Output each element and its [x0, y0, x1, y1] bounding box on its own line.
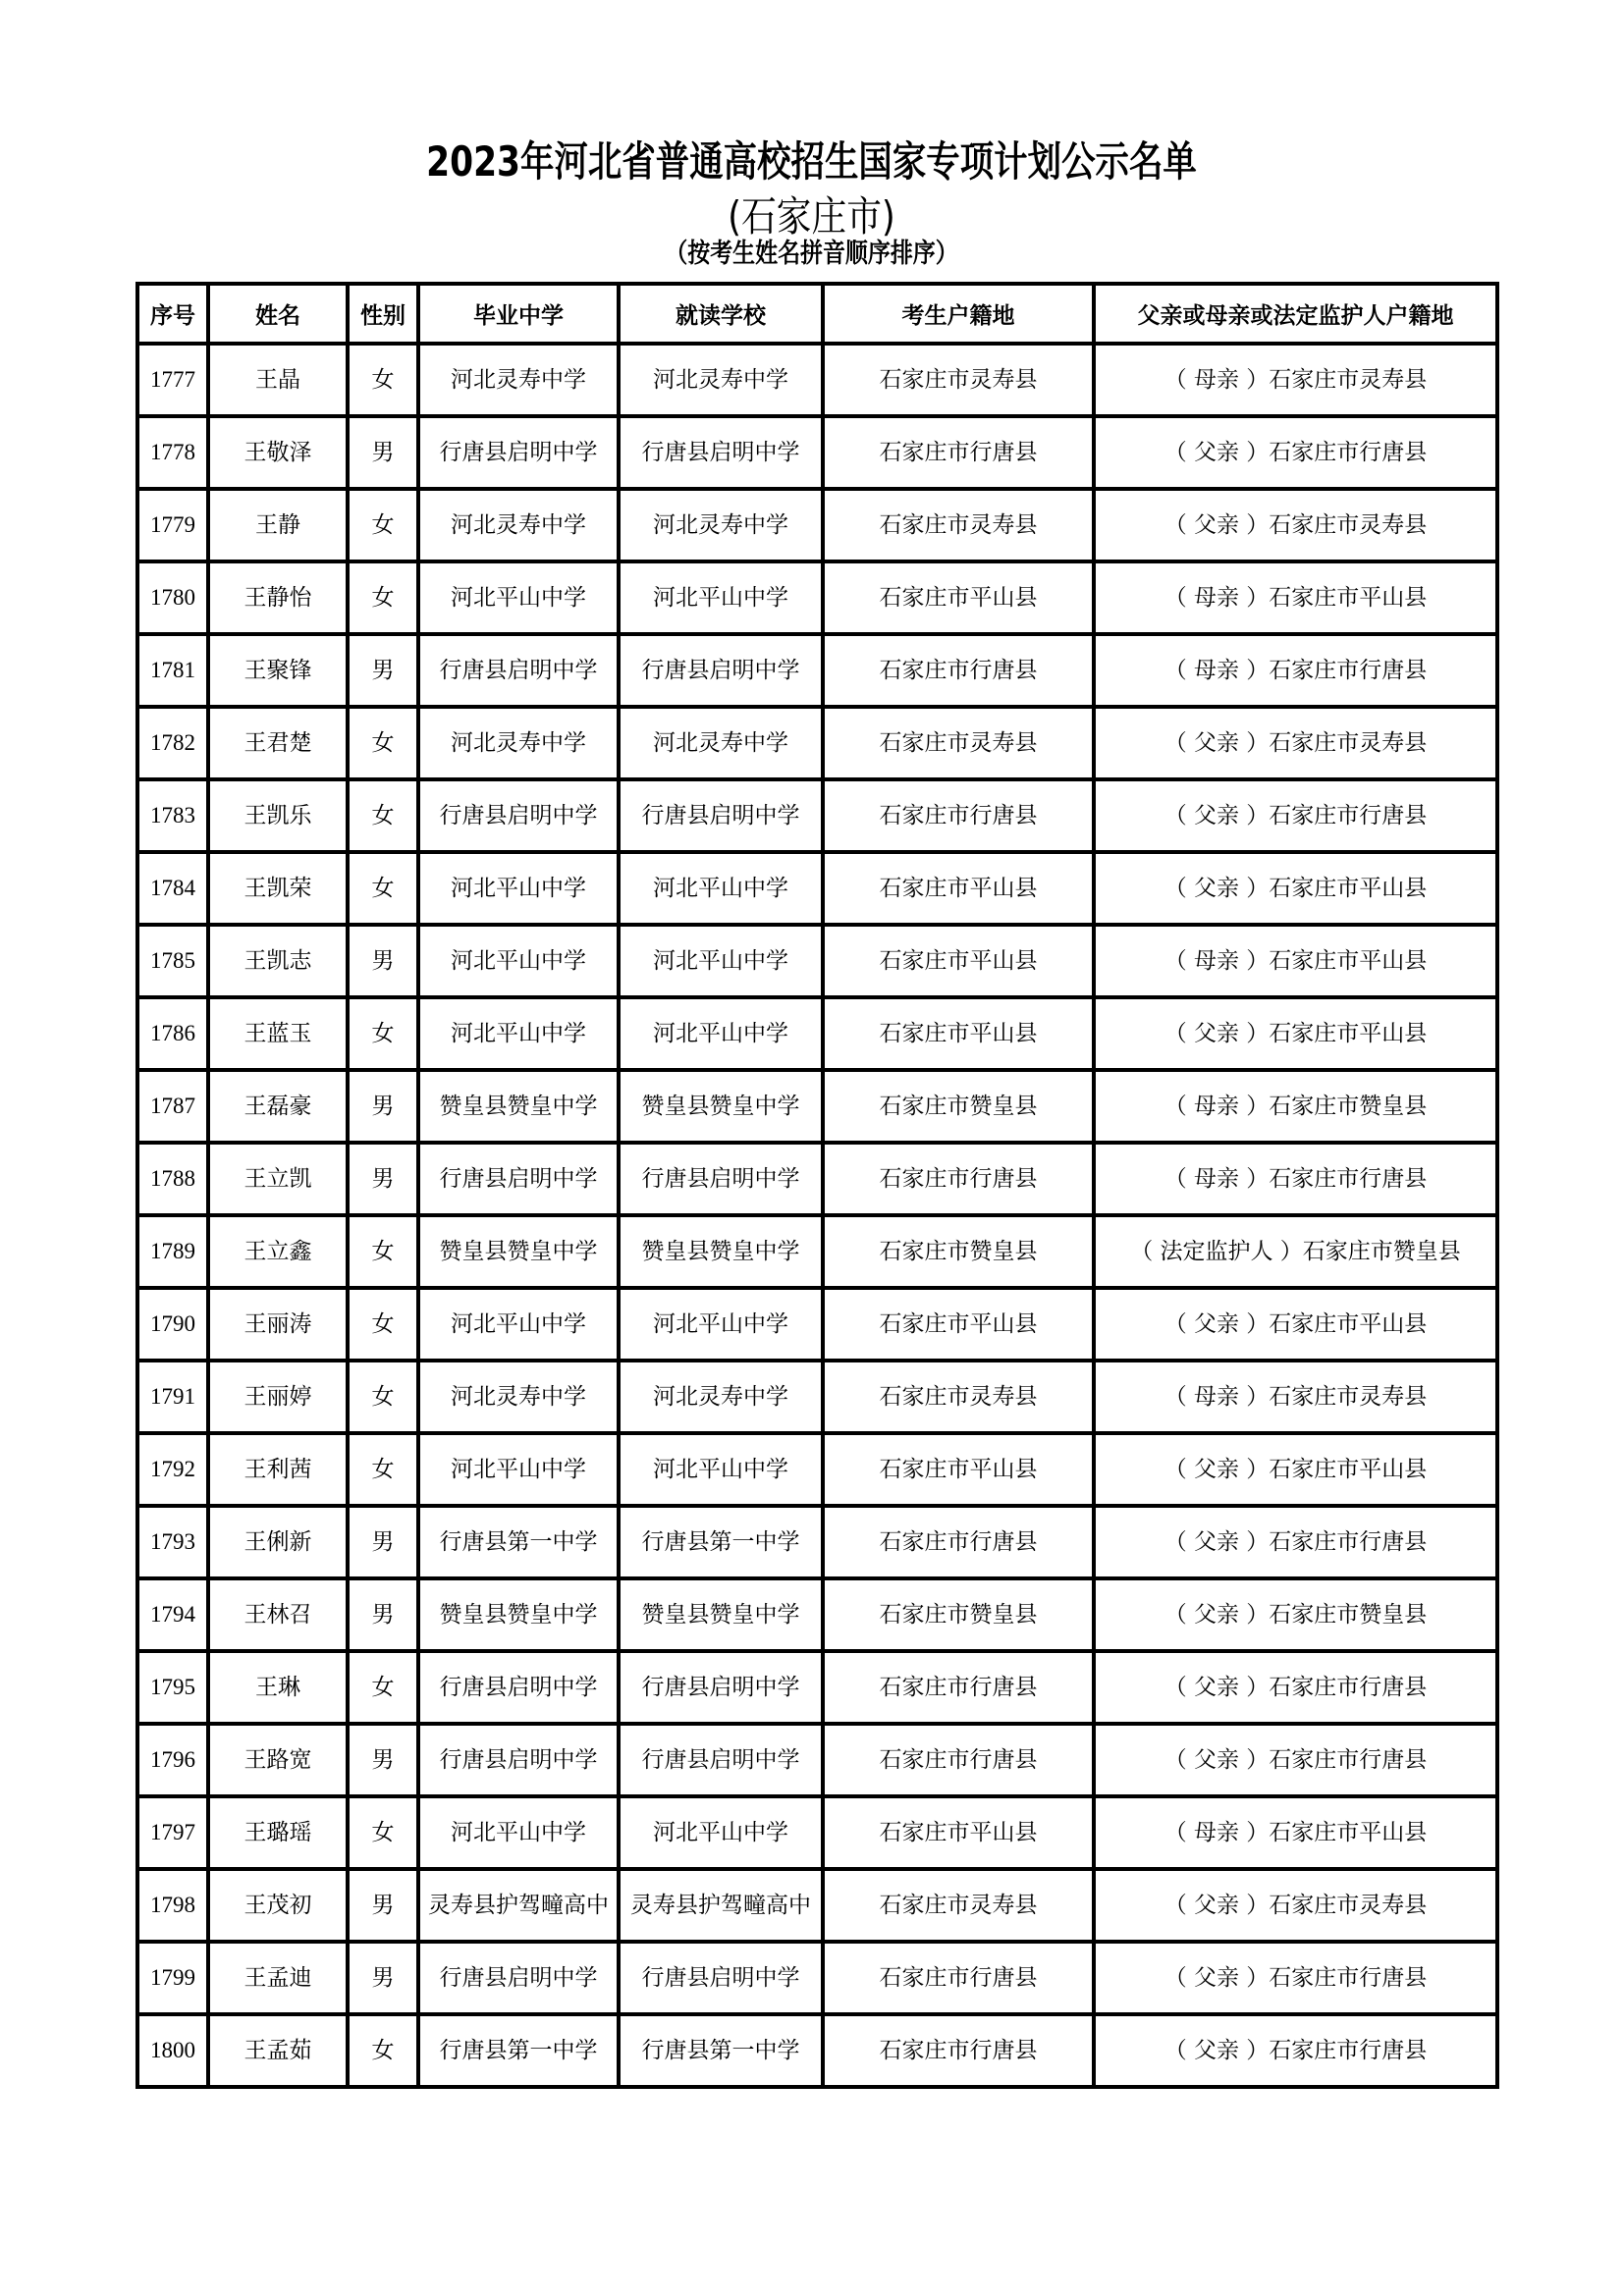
table-body — [137, 344, 1497, 2087]
name-cell: 王丽婷 — [208, 1361, 348, 1433]
name-cell: 王孟茹 — [208, 2014, 348, 2087]
student-hukou-cell: 石家庄市行唐县 — [823, 2014, 1094, 2087]
graduation-school-cell: 行唐县启明中学 — [418, 416, 619, 489]
parent-hukou-cell: （ 父亲 ）石家庄市平山县 — [1094, 1288, 1497, 1361]
student-hukou-cell: 石家庄市灵寿县 — [823, 1869, 1094, 1942]
student-hukou-cell: 石家庄市行唐县 — [823, 1651, 1094, 1724]
gender-cell: 男 — [348, 1506, 418, 1578]
table-row — [137, 1869, 1497, 1942]
parent-hukou-cell: （ 父亲 ）石家庄市平山县 — [1094, 997, 1497, 1070]
graduation-school-cell: 赞皇县赞皇中学 — [418, 1578, 619, 1651]
parent-hukou-cell: （ 母亲 ）石家庄市平山县 — [1094, 561, 1497, 634]
student-hukou-cell: 石家庄市行唐县 — [823, 634, 1094, 707]
graduation-school-cell: 行唐县启明中学 — [418, 779, 619, 852]
parent-hukou-cell: （ 母亲 ）石家庄市平山县 — [1094, 1796, 1497, 1869]
serial-no-cell: 1799 — [137, 1942, 208, 2014]
serial-no-cell: 1782 — [137, 707, 208, 779]
serial-no-cell: 1778 — [137, 416, 208, 489]
name-cell: 王敬泽 — [208, 416, 348, 489]
gender-cell: 男 — [348, 1869, 418, 1942]
graduation-school-cell: 河北平山中学 — [418, 852, 619, 925]
graduation-school-cell: 行唐县启明中学 — [418, 1724, 619, 1796]
current-school-cell: 行唐县启明中学 — [619, 1143, 823, 1215]
gender-cell: 女 — [348, 1796, 418, 1869]
student-hukou-cell: 石家庄市行唐县 — [823, 1143, 1094, 1215]
serial-no-cell: 1792 — [137, 1433, 208, 1506]
sort-note: （按考生姓名拼音顺序排序） — [665, 239, 958, 269]
student-hukou-cell: 石家庄市平山县 — [823, 925, 1094, 997]
name-cell: 王立鑫 — [208, 1215, 348, 1288]
name-cell: 王丽涛 — [208, 1288, 348, 1361]
gender-cell: 女 — [348, 1361, 418, 1433]
document-title: 2023年河北省普通高校招生国家专项计划公示名单 — [426, 137, 1197, 186]
gender-cell: 女 — [348, 561, 418, 634]
parent-hukou-cell: （ 父亲 ）石家庄市行唐县 — [1094, 1651, 1497, 1724]
current-school-cell: 行唐县启明中学 — [619, 1724, 823, 1796]
parent-hukou-cell: （ 父亲 ）石家庄市行唐县 — [1094, 416, 1497, 489]
table-row — [137, 1070, 1497, 1143]
gender-cell: 女 — [348, 1651, 418, 1724]
current-school-cell: 河北平山中学 — [619, 997, 823, 1070]
current-school-cell: 行唐县启明中学 — [619, 416, 823, 489]
header-serial-no: 序号 — [137, 284, 208, 344]
current-school-cell: 行唐县启明中学 — [619, 1651, 823, 1724]
header-name: 姓名 — [208, 284, 348, 344]
serial-no-cell: 1791 — [137, 1361, 208, 1433]
current-school-cell: 赞皇县赞皇中学 — [619, 1578, 823, 1651]
table-row — [137, 1361, 1497, 1433]
gender-cell: 男 — [348, 634, 418, 707]
name-cell: 王静 — [208, 489, 348, 561]
table-row — [137, 1215, 1497, 1288]
graduation-school-cell: 行唐县第一中学 — [418, 1506, 619, 1578]
student-hukou-cell: 石家庄市赞皇县 — [823, 1070, 1094, 1143]
parent-hukou-cell: （ 父亲 ）石家庄市平山县 — [1094, 1433, 1497, 1506]
graduation-school-cell: 河北灵寿中学 — [418, 344, 619, 416]
name-cell: 王立凯 — [208, 1143, 348, 1215]
student-list-table — [135, 282, 1499, 2089]
name-cell: 王晶 — [208, 344, 348, 416]
graduation-school-cell: 灵寿县护驾疃高中 — [418, 1869, 619, 1942]
current-school-cell: 河北平山中学 — [619, 1288, 823, 1361]
table-row — [137, 1651, 1497, 1724]
parent-hukou-cell: （ 父亲 ）石家庄市行唐县 — [1094, 779, 1497, 852]
serial-no-cell: 1793 — [137, 1506, 208, 1578]
serial-no-cell: 1790 — [137, 1288, 208, 1361]
table-row — [137, 1506, 1497, 1578]
graduation-school-cell: 河北平山中学 — [418, 1288, 619, 1361]
parent-hukou-cell: （ 母亲 ）石家庄市灵寿县 — [1094, 344, 1497, 416]
serial-no-cell: 1797 — [137, 1796, 208, 1869]
name-cell: 王琳 — [208, 1651, 348, 1724]
parent-hukou-cell: （ 父亲 ）石家庄市行唐县 — [1094, 1724, 1497, 1796]
serial-no-cell: 1796 — [137, 1724, 208, 1796]
name-cell: 王俐新 — [208, 1506, 348, 1578]
serial-no-cell: 1788 — [137, 1143, 208, 1215]
header-gender: 性别 — [348, 284, 418, 344]
name-cell: 王君楚 — [208, 707, 348, 779]
student-hukou-cell: 石家庄市赞皇县 — [823, 1578, 1094, 1651]
graduation-school-cell: 行唐县第一中学 — [418, 2014, 619, 2087]
table-row — [137, 779, 1497, 852]
current-school-cell: 河北平山中学 — [619, 1433, 823, 1506]
gender-cell: 女 — [348, 1288, 418, 1361]
name-cell: 王凯志 — [208, 925, 348, 997]
serial-no-cell: 1800 — [137, 2014, 208, 2087]
parent-hukou-cell: （ 父亲 ）石家庄市行唐县 — [1094, 2014, 1497, 2087]
parent-hukou-cell: （ 父亲 ）石家庄市行唐县 — [1094, 1942, 1497, 2014]
table-row — [137, 1288, 1497, 1361]
current-school-cell: 行唐县第一中学 — [619, 2014, 823, 2087]
header-graduation-school: 毕业中学 — [418, 284, 619, 344]
serial-no-cell: 1780 — [137, 561, 208, 634]
gender-cell: 女 — [348, 2014, 418, 2087]
student-hukou-cell: 石家庄市灵寿县 — [823, 1361, 1094, 1433]
parent-hukou-cell: （ 父亲 ）石家庄市灵寿县 — [1094, 1869, 1497, 1942]
serial-no-cell: 1779 — [137, 489, 208, 561]
table-row — [137, 1143, 1497, 1215]
gender-cell: 女 — [348, 852, 418, 925]
student-hukou-cell: 石家庄市灵寿县 — [823, 489, 1094, 561]
gender-cell: 女 — [348, 997, 418, 1070]
table-row — [137, 1724, 1497, 1796]
serial-no-cell: 1789 — [137, 1215, 208, 1288]
current-school-cell: 行唐县第一中学 — [619, 1506, 823, 1578]
current-school-cell: 河北平山中学 — [619, 561, 823, 634]
student-hukou-cell: 石家庄市行唐县 — [823, 1942, 1094, 2014]
table-row — [137, 2014, 1497, 2087]
gender-cell: 男 — [348, 925, 418, 997]
gender-cell: 女 — [348, 1433, 418, 1506]
table-row — [137, 925, 1497, 997]
parent-hukou-cell: （ 父亲 ）石家庄市行唐县 — [1094, 1506, 1497, 1578]
graduation-school-cell: 行唐县启明中学 — [418, 1143, 619, 1215]
table-row — [137, 1578, 1497, 1651]
table-row — [137, 634, 1497, 707]
header-parent-hukou: 父亲或母亲或法定监护人户籍地 — [1094, 284, 1497, 344]
parent-hukou-cell: （ 父亲 ）石家庄市平山县 — [1094, 852, 1497, 925]
gender-cell: 男 — [348, 1578, 418, 1651]
current-school-cell: 河北灵寿中学 — [619, 1361, 823, 1433]
current-school-cell: 灵寿县护驾疃高中 — [619, 1869, 823, 1942]
parent-hukou-cell: （ 母亲 ）石家庄市灵寿县 — [1094, 1361, 1497, 1433]
graduation-school-cell: 行唐县启明中学 — [418, 1651, 619, 1724]
table-row — [137, 997, 1497, 1070]
name-cell: 王林召 — [208, 1578, 348, 1651]
parent-hukou-cell: （ 父亲 ）石家庄市赞皇县 — [1094, 1578, 1497, 1651]
graduation-school-cell: 河北平山中学 — [418, 925, 619, 997]
current-school-cell: 河北平山中学 — [619, 852, 823, 925]
current-school-cell: 河北灵寿中学 — [619, 489, 823, 561]
table-row — [137, 852, 1497, 925]
table-header-row — [137, 284, 1497, 344]
parent-hukou-cell: （ 母亲 ）石家庄市行唐县 — [1094, 1143, 1497, 1215]
graduation-school-cell: 河北灵寿中学 — [418, 707, 619, 779]
serial-no-cell: 1798 — [137, 1869, 208, 1942]
current-school-cell: 赞皇县赞皇中学 — [619, 1215, 823, 1288]
serial-no-cell: 1794 — [137, 1578, 208, 1651]
graduation-school-cell: 赞皇县赞皇中学 — [418, 1215, 619, 1288]
current-school-cell: 行唐县启明中学 — [619, 779, 823, 852]
serial-no-cell: 1785 — [137, 925, 208, 997]
student-hukou-cell: 石家庄市平山县 — [823, 1433, 1094, 1506]
student-hukou-cell: 石家庄市平山县 — [823, 561, 1094, 634]
gender-cell: 女 — [348, 779, 418, 852]
parent-hukou-cell: （ 法定监护人 ）石家庄市赞皇县 — [1094, 1215, 1497, 1288]
graduation-school-cell: 河北平山中学 — [418, 561, 619, 634]
name-cell: 王蓝玉 — [208, 997, 348, 1070]
student-hukou-cell: 石家庄市灵寿县 — [823, 707, 1094, 779]
name-cell: 王静怡 — [208, 561, 348, 634]
student-hukou-cell: 石家庄市行唐县 — [823, 1506, 1094, 1578]
name-cell: 王利茜 — [208, 1433, 348, 1506]
graduation-school-cell: 河北平山中学 — [418, 997, 619, 1070]
table-row — [137, 1796, 1497, 1869]
graduation-school-cell: 行唐县启明中学 — [418, 1942, 619, 2014]
name-cell: 王聚锋 — [208, 634, 348, 707]
gender-cell: 男 — [348, 1143, 418, 1215]
current-school-cell: 行唐县启明中学 — [619, 634, 823, 707]
document-subtitle-city: (石家庄市) — [728, 192, 895, 240]
name-cell: 王璐瑶 — [208, 1796, 348, 1869]
graduation-school-cell: 赞皇县赞皇中学 — [418, 1070, 619, 1143]
graduation-school-cell: 河北灵寿中学 — [418, 489, 619, 561]
serial-no-cell: 1787 — [137, 1070, 208, 1143]
serial-no-cell: 1786 — [137, 997, 208, 1070]
student-hukou-cell: 石家庄市平山县 — [823, 997, 1094, 1070]
serial-no-cell: 1784 — [137, 852, 208, 925]
current-school-cell: 赞皇县赞皇中学 — [619, 1070, 823, 1143]
student-hukou-cell: 石家庄市行唐县 — [823, 779, 1094, 852]
table-row — [137, 1942, 1497, 2014]
student-hukou-cell: 石家庄市行唐县 — [823, 416, 1094, 489]
student-hukou-cell: 石家庄市灵寿县 — [823, 344, 1094, 416]
current-school-cell: 河北灵寿中学 — [619, 707, 823, 779]
name-cell: 王孟迪 — [208, 1942, 348, 2014]
current-school-cell: 河北平山中学 — [619, 925, 823, 997]
gender-cell: 男 — [348, 1070, 418, 1143]
name-cell: 王磊豪 — [208, 1070, 348, 1143]
graduation-school-cell: 河北灵寿中学 — [418, 1361, 619, 1433]
table-row — [137, 561, 1497, 634]
student-hukou-cell: 石家庄市平山县 — [823, 1288, 1094, 1361]
parent-hukou-cell: （ 母亲 ）石家庄市赞皇县 — [1094, 1070, 1497, 1143]
serial-no-cell: 1795 — [137, 1651, 208, 1724]
student-hukou-cell: 石家庄市平山县 — [823, 852, 1094, 925]
header-student-hukou: 考生户籍地 — [823, 284, 1094, 344]
student-hukou-cell: 石家庄市行唐县 — [823, 1724, 1094, 1796]
current-school-cell: 河北平山中学 — [619, 1796, 823, 1869]
gender-cell: 男 — [348, 416, 418, 489]
gender-cell: 女 — [348, 344, 418, 416]
parent-hukou-cell: （ 母亲 ）石家庄市平山县 — [1094, 925, 1497, 997]
gender-cell: 男 — [348, 1724, 418, 1796]
graduation-school-cell: 河北平山中学 — [418, 1433, 619, 1506]
student-hukou-cell: 石家庄市赞皇县 — [823, 1215, 1094, 1288]
serial-no-cell: 1783 — [137, 779, 208, 852]
name-cell: 王茂初 — [208, 1869, 348, 1942]
gender-cell: 女 — [348, 489, 418, 561]
table-row — [137, 344, 1497, 416]
gender-cell: 女 — [348, 1215, 418, 1288]
serial-no-cell: 1777 — [137, 344, 208, 416]
gender-cell: 男 — [348, 1942, 418, 2014]
parent-hukou-cell: （ 父亲 ）石家庄市灵寿县 — [1094, 489, 1497, 561]
name-cell: 王凯荣 — [208, 852, 348, 925]
table-row — [137, 1433, 1497, 1506]
name-cell: 王路宽 — [208, 1724, 348, 1796]
serial-no-cell: 1781 — [137, 634, 208, 707]
graduation-school-cell: 行唐县启明中学 — [418, 634, 619, 707]
table-row — [137, 489, 1497, 561]
gender-cell: 女 — [348, 707, 418, 779]
table-row — [137, 416, 1497, 489]
header-current-school: 就读学校 — [619, 284, 823, 344]
table-row — [137, 707, 1497, 779]
current-school-cell: 行唐县启明中学 — [619, 1942, 823, 2014]
parent-hukou-cell: （ 母亲 ）石家庄市行唐县 — [1094, 634, 1497, 707]
student-hukou-cell: 石家庄市平山县 — [823, 1796, 1094, 1869]
name-cell: 王凯乐 — [208, 779, 348, 852]
parent-hukou-cell: （ 父亲 ）石家庄市灵寿县 — [1094, 707, 1497, 779]
current-school-cell: 河北灵寿中学 — [619, 344, 823, 416]
graduation-school-cell: 河北平山中学 — [418, 1796, 619, 1869]
